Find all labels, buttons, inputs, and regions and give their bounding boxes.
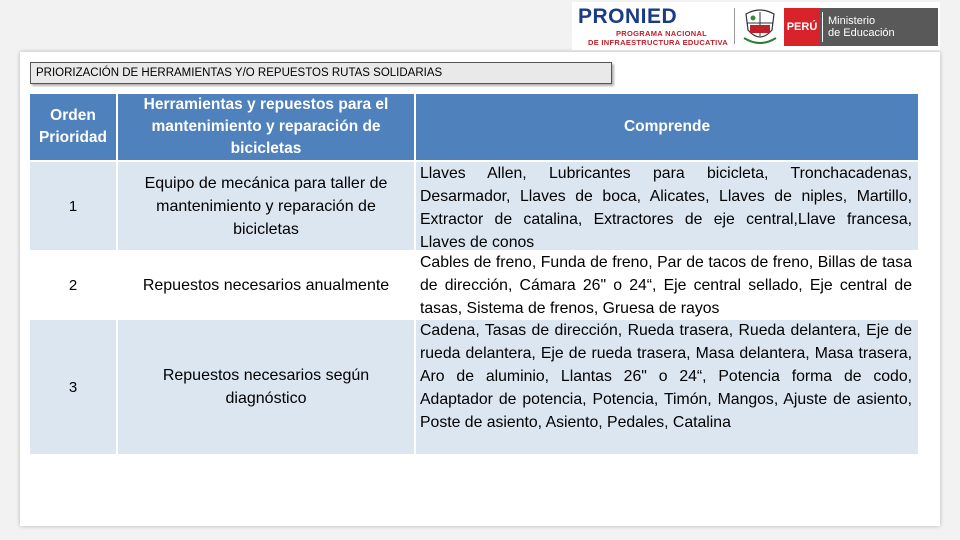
row-1-includes-text: Llaves Allen, Lubricantes para bicicleta, Tronchacadenas, Desarmador, Llaves de boca, Alicates, Llaves de niples, Martillo, Extractor de catalina, Extractores de eje central,Llave francesa, Llaves de conos <box>420 165 912 251</box>
row-3-order <box>30 320 116 454</box>
pronied-wordmark: PRONIED <box>578 5 678 28</box>
row-1-item <box>118 162 414 250</box>
pronied-subtitle-1: PROGRAMA NACIONAL <box>616 29 708 38</box>
row-3-includes <box>416 320 918 454</box>
row-1-order <box>30 162 116 250</box>
peru-coat-of-arms-icon <box>742 8 778 46</box>
row-1-includes <box>416 162 918 250</box>
header-tools <box>118 94 414 160</box>
header-order-label: Orden Prioridad <box>38 107 108 146</box>
ministry-divider <box>822 12 823 42</box>
row-3-item <box>118 320 414 454</box>
slide-title: PRIORIZACIÓN DE HERRAMIENTAS Y/O REPUESTOS RUTAS SOLIDARIAS <box>36 67 443 79</box>
row-2-item <box>118 252 414 318</box>
row-3-includes-text: Cadena, Tasas de dirección, Rueda trasera, Rueda delantera, Eje de rueda delantera, Eje de rueda trasera, Masa delantera, Masa trasera, Aro de aluminio, Llantas 26" o 24“, Potencia forma de codo, Adaptador de potencia, Potencia, Timón, Mangos, Ajuste de asiento, Poste de asiento, Asiento, Pedales, Catalina <box>420 322 912 431</box>
header-order-priority <box>30 94 116 160</box>
pronied-logo <box>578 6 728 50</box>
header-includes <box>416 94 918 160</box>
row-2-item-text: Repuestos necesarios anualmente <box>142 276 390 294</box>
row-2-includes <box>416 252 918 318</box>
header-tools-label: Herramientas y repuestos para el mantenimiento y reparación de bicicletas <box>143 96 389 157</box>
row-3-item-text: Repuestos necesarios según diagnóstico <box>162 367 370 407</box>
row-1-item-text: Equipo de mecánica para taller de mantenimiento y reparación de bicicletas <box>144 174 388 238</box>
row-3-order-value: 3 <box>68 378 78 396</box>
slide-title-box <box>30 62 612 84</box>
row-1-order-value: 1 <box>68 197 78 215</box>
peru-badge: PERÚ <box>784 8 820 46</box>
row-2-includes-text: Cables de freno, Funda de freno, Par de tacos de freno, Billas de tasa de dirección, Cámara 26" o 24“, Eje central sellado, Eje central de tasas, Sistema de frenos, Gruesa de rayos <box>420 254 912 317</box>
row-2-order-value: 2 <box>68 276 78 294</box>
pronied-subtitle-2: DE INFRAESTRUCTURA EDUCATIVA <box>588 38 728 47</box>
row-2-order <box>30 252 116 318</box>
header-includes-label: Comprende <box>623 118 711 135</box>
header-logos <box>572 2 940 50</box>
ministry-line-1: Ministerio <box>828 15 876 27</box>
ministry-line-2: de Educación <box>828 27 895 39</box>
ministry-badge <box>820 8 938 46</box>
logo-divider <box>734 8 735 44</box>
